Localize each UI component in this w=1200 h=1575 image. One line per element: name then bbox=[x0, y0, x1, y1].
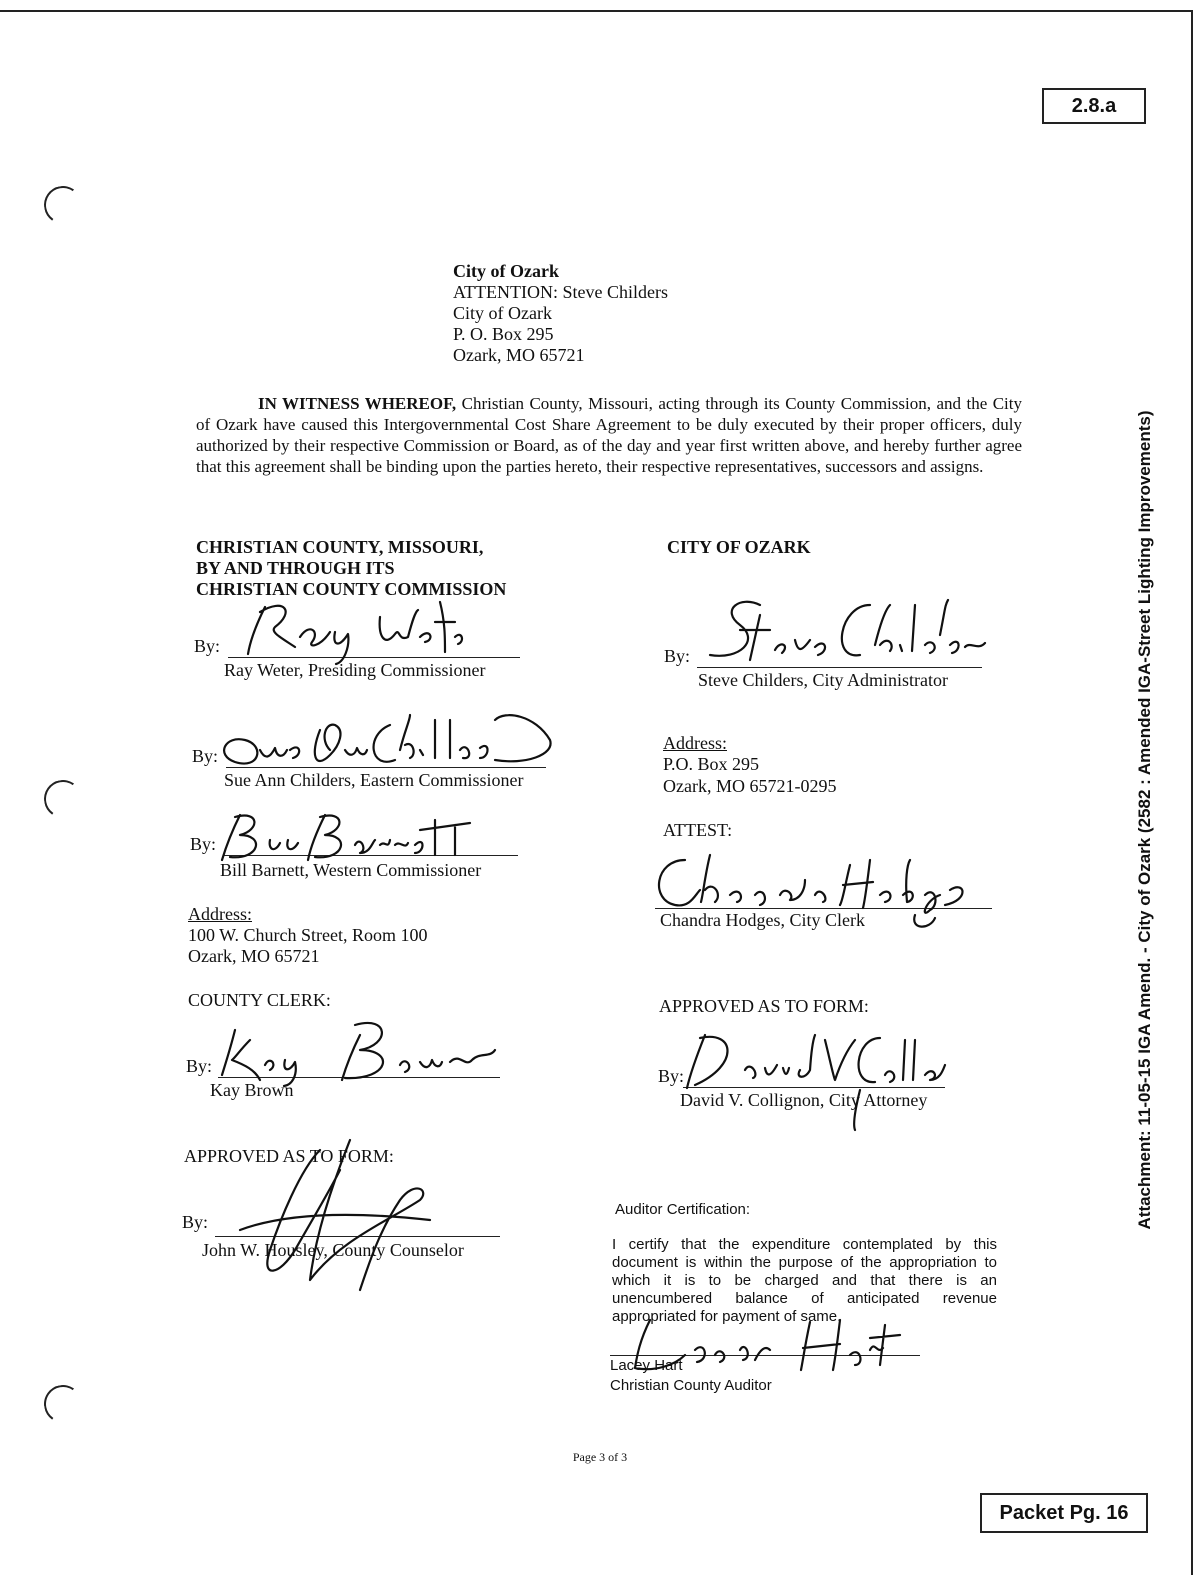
city-address-label: Address: bbox=[663, 733, 727, 753]
auditor-name: Lacey Hart bbox=[610, 1357, 683, 1374]
county-clerk-label: COUNTY CLERK: bbox=[188, 990, 331, 1010]
county-address-label: Address: bbox=[188, 904, 252, 924]
by-label: By: bbox=[182, 1212, 209, 1232]
recipient-line: Ozark, MO 65721 bbox=[453, 345, 585, 365]
recipient-address-block bbox=[453, 261, 668, 366]
packet-page-box: Packet Pg. 16 bbox=[980, 1493, 1148, 1533]
city-address-line: P.O. Box 295 bbox=[663, 754, 760, 774]
recipient-line: City of Ozark bbox=[453, 261, 559, 281]
punch-hole-icon bbox=[41, 183, 85, 227]
ray-weter-signature bbox=[240, 592, 480, 662]
witness-paragraph bbox=[196, 393, 1022, 477]
city-heading: CITY OF OZARK bbox=[667, 537, 811, 557]
auditor-title: Auditor Certification: bbox=[615, 1201, 751, 1218]
punch-hole-icon bbox=[41, 777, 85, 821]
bill-barnett-signature bbox=[210, 805, 510, 865]
county-heading-line: BY AND THROUGH ITS bbox=[196, 558, 395, 578]
city-approved-label: APPROVED AS TO FORM: bbox=[659, 996, 869, 1016]
witness-body: Christian County, Missouri, acting through its County Commission, and the City of Ozark have caused this Intergovernmental Cost Share Agreement to be duly executed by their proper officers, duly authorized by their respective Commission or Board, as of the day and year first written above, and hereby further agree that this agreement shall be binding upon the parties hereto, their respective representatives, successors and assigns. bbox=[196, 394, 1022, 476]
signer-name: Ray Weter, Presiding Commissioner bbox=[224, 660, 486, 680]
sue-ann-childers-signature bbox=[205, 700, 565, 780]
recipient-line: ATTENTION: Steve Childers bbox=[453, 282, 668, 302]
county-approved-label: APPROVED AS TO FORM: bbox=[184, 1146, 394, 1166]
signer-name: Chandra Hodges, City Clerk bbox=[660, 910, 865, 930]
page-number: Page 3 of 3 bbox=[572, 1450, 628, 1464]
signer-name: Bill Barnett, Western Commissioner bbox=[220, 860, 482, 880]
david-collignon-signature bbox=[675, 1020, 960, 1140]
signer-name: John W. Housley, County Counselor bbox=[202, 1240, 464, 1260]
recipient-line: City of Ozark bbox=[453, 303, 552, 323]
top-border bbox=[0, 10, 1192, 12]
right-border bbox=[1191, 10, 1193, 1575]
punch-hole-icon bbox=[41, 1382, 85, 1426]
steve-childers-signature bbox=[700, 585, 990, 675]
john-housley-signature bbox=[220, 1130, 460, 1300]
county-heading-line: CHRISTIAN COUNTY COMMISSION bbox=[196, 579, 507, 599]
signer-name: Steve Childers, City Administrator bbox=[698, 670, 948, 690]
by-label: By: bbox=[186, 1056, 213, 1076]
county-address-line: 100 W. Church Street, Room 100 bbox=[188, 925, 428, 945]
by-label: By: bbox=[658, 1066, 685, 1086]
attest-label: ATTEST: bbox=[663, 820, 733, 840]
by-label: By: bbox=[190, 834, 217, 854]
signer-name: Sue Ann Childers, Eastern Commissioner bbox=[224, 770, 524, 790]
by-label: By: bbox=[192, 746, 219, 766]
section-tag: 2.8.a bbox=[1042, 88, 1146, 124]
auditor-role: Christian County Auditor bbox=[610, 1377, 772, 1394]
county-heading bbox=[196, 537, 506, 600]
signer-name: Kay Brown bbox=[210, 1080, 294, 1100]
county-heading-line: CHRISTIAN COUNTY, MISSOURI, bbox=[196, 537, 484, 557]
signer-name: David V. Collignon, City Attorney bbox=[680, 1090, 928, 1110]
auditor-certification-text: I certify that the expenditure contemplated by this document is within the purpose of the appropriation to which it is to be charged and that there is an unencumbered balance of anticipated revenue appropriated for payment of same. bbox=[612, 1236, 997, 1325]
by-label: By: bbox=[664, 646, 691, 666]
witness-lead: IN WITNESS WHEREOF, bbox=[258, 394, 457, 413]
recipient-line: P. O. Box 295 bbox=[453, 324, 554, 344]
kay-brown-signature bbox=[210, 1010, 510, 1090]
by-label: By: bbox=[194, 636, 221, 656]
county-address-line: Ozark, MO 65721 bbox=[188, 946, 320, 966]
attachment-side-label: Attachment: 11-05-15 IGA Amend. - City of Ozark (2582 : Amended IGA-Street Lighting Improvements) bbox=[1135, 410, 1154, 1230]
city-address-line: Ozark, MO 65721-0295 bbox=[663, 776, 837, 796]
